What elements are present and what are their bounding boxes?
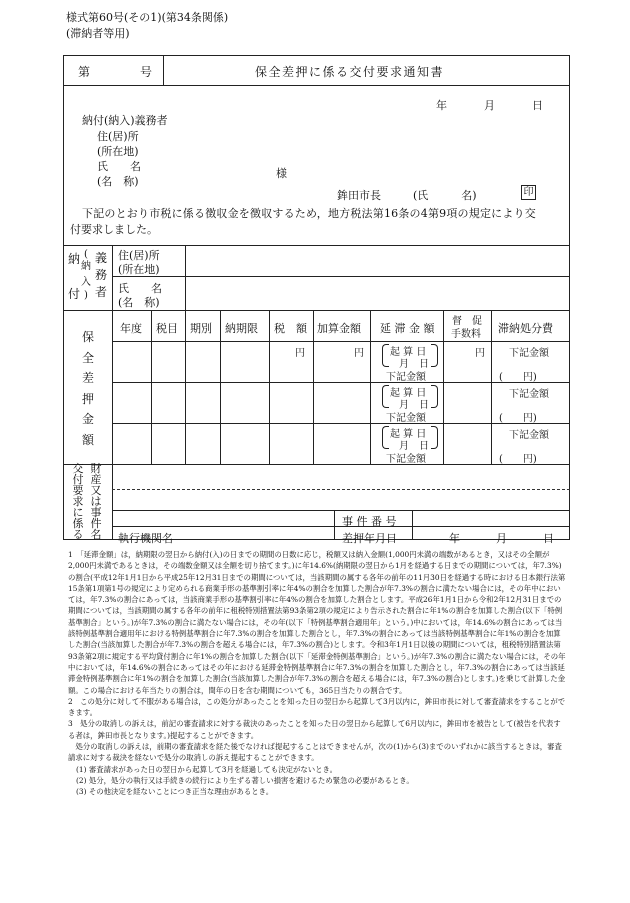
col-zeigaku: 税 額 bbox=[274, 322, 307, 335]
row1-kisan: 起 算 日 bbox=[390, 347, 427, 358]
row1-disp-kakko: ( 円) bbox=[499, 372, 537, 383]
obligor-v-paren-nyu: 入 bbox=[81, 277, 91, 288]
document-title: 保全差押に係る交付要求通知書 bbox=[255, 65, 445, 79]
form-number: 様式第60号(その1)(第34条関係) bbox=[66, 11, 229, 24]
row1-kaki: 下記金額 bbox=[386, 372, 426, 383]
name-note: (名 称) bbox=[97, 175, 139, 188]
row3-disp-kakko: ( 円) bbox=[499, 454, 537, 465]
obligor-v-paren-close: ) bbox=[84, 290, 88, 301]
col-noukigen: 納期限 bbox=[225, 322, 258, 335]
prop-v-fu: 付 bbox=[72, 473, 84, 486]
side-label-gaku: 額 bbox=[81, 432, 94, 447]
col-zeimoku: 税目 bbox=[156, 322, 178, 335]
prop-v2-mei: 名 bbox=[90, 528, 102, 541]
box-name-label: 氏 名 bbox=[118, 282, 162, 295]
note-3-3: (3) その他決定を経ないことにつき正当な理由があるとき。 bbox=[76, 787, 274, 797]
row2-kaki: 下記金額 bbox=[386, 413, 426, 424]
form-subtitle: (滞納者等用) bbox=[66, 27, 130, 40]
exec-org-label: 執行機関名 bbox=[118, 532, 173, 545]
obligor-v-fu: 付 bbox=[67, 287, 80, 301]
row1-tax-unit: 円 bbox=[295, 348, 305, 359]
obligor-v-paren-open: ( bbox=[84, 249, 88, 260]
seizure-year: 年 bbox=[449, 532, 460, 545]
row1-md: 月 日 bbox=[399, 359, 429, 370]
obligor-v-nou: 納 bbox=[67, 252, 80, 266]
prop-v-kaka: 係 bbox=[72, 517, 84, 530]
prop-v-ru: る bbox=[72, 528, 84, 541]
row3-kaki: 下記金額 bbox=[386, 454, 426, 465]
note-3-2: (2) 処分，処分の執行又は手続きの続行により生ずる著しい損害を避けるため緊急の必要があるとき。 bbox=[76, 775, 414, 785]
prop-v2-ji: 事 bbox=[90, 506, 102, 519]
row2-disp-kakko: ( 円) bbox=[499, 413, 537, 424]
prop-v-kyu: 求 bbox=[72, 495, 84, 508]
address-note: (所在地) bbox=[97, 145, 139, 158]
side-label-sa: 差 bbox=[81, 371, 94, 385]
row3-kisan: 起 算 日 bbox=[390, 429, 427, 440]
row1-disp-kaki: 下記金額 bbox=[509, 348, 549, 359]
seizure-day: 日 bbox=[543, 532, 554, 545]
col-nendo: 年度 bbox=[120, 322, 142, 335]
mayor-label: 鉾田市長 bbox=[337, 189, 381, 202]
address-label: 住(居)所 bbox=[97, 130, 139, 143]
body-line-2: 付要求しました。 bbox=[70, 223, 158, 236]
seal-mark: 印 bbox=[521, 185, 536, 200]
prop-v-ni: に bbox=[72, 506, 84, 519]
prop-v2-mata: 又 bbox=[90, 484, 102, 497]
sama-label: 様 bbox=[276, 167, 287, 180]
obligor-v-paren-nou: 納 bbox=[81, 261, 91, 272]
row2-md: 月 日 bbox=[399, 400, 429, 411]
number-dai: 第 bbox=[78, 65, 91, 79]
side-label-zen: 全 bbox=[81, 350, 94, 365]
prop-v2-ken: 件 bbox=[90, 517, 102, 530]
col-entaikin: 延 滞 金 額 bbox=[380, 322, 435, 335]
col-kibetsu: 期別 bbox=[190, 322, 212, 335]
prop-v2-ha: は bbox=[90, 495, 102, 508]
date-month: 月 bbox=[484, 99, 495, 112]
row2-kisan: 起 算 日 bbox=[390, 388, 427, 399]
obligor-v-gi: 義 bbox=[94, 251, 107, 265]
col-tesuryo: 手数料 bbox=[451, 329, 481, 340]
notes-section bbox=[68, 549, 566, 798]
body-line-1: 下記のとおり市税に係る徴収金を徴収するため，地方税法第16条の4第9項の規定により交 bbox=[82, 207, 536, 220]
note-2: 2 この処分に対して不服がある場合は，この処分があったことを知った日の翌日から起算して3月以内に，鉾田市長に対して審査請求をすることができます。 bbox=[68, 696, 566, 718]
row3-md: 月 日 bbox=[399, 441, 429, 452]
row1-fee-unit: 円 bbox=[475, 348, 485, 359]
row2-disp-kaki: 下記金額 bbox=[509, 389, 549, 400]
obligor-v-sha: 者 bbox=[94, 285, 107, 299]
name-label: 氏 名 bbox=[97, 160, 141, 173]
prop-v-kou: 交 bbox=[72, 462, 84, 475]
mayor-name: (氏 名) bbox=[413, 189, 477, 202]
seizure-month: 月 bbox=[496, 532, 507, 545]
row3-disp-kaki: 下記金額 bbox=[509, 430, 549, 441]
seizure-date-label: 差押年月日 bbox=[342, 532, 397, 545]
col-shobunhi: 滞納処分費 bbox=[498, 322, 553, 335]
prop-v2-zai: 財 bbox=[90, 462, 102, 475]
number-gou: 号 bbox=[140, 65, 153, 79]
note-1: 1 「延滞金額」は，納期限の翌日から納付(入)の日までの期間の日数に応じ，税額又は納入金額(1,000円未満の端数があるとき，又はその全額が2,000円未満であるときは，その端数金額又は全額を切り捨てます。)に年14.6%(納期限の翌日から1月を経過する日までの期間については，年7.3%)の割合(平成12年1月1日から平成25年12月31日までの期間については，当該期間の属する各年の前年の11月30日を経過する時における日本銀行法第15条第1項第1号の規定により定められる商業手形の基準割引率に年4%の割合を加算した割合が年7.3%の割合に満たない場合には，その年中においては，年7.3%の割合にあっては，当該商業手形の基準割引率に年4%の割合を加算した割合とします。平成26年1月1日から令和2年12月31日までの期間については，当該期間の属する各年の前年に租税特別措置法第93条第2項の規定により告示された割合に年1%の割合を加算した割合(以下「特例基準割合」という。)が年7.3%の割合に満たない場合には，その年(以下「特例基準割合適用年」という。)中においては，年14.6%の割合にあっては当該特例基準割合適用年における特例基準割合に年7.3%の割合を加算した割合とし，年7.3%の割合にあっては当該特例基準割合に年1%の割合を加算した割合(当該加算した割合が年7.3%の割合を超える場合には，年7.3%の割合)とします。令和3年1月1日以後の期間については，租税特別措置法第93条第2項に規定する平均貸付割合に年1%の割合を加算した割合(以下「延滞金特例基準割合」という。)が年7.3%の割合に満たない場合には，その年中においては，年14.6%の割合にあってはその年における延滞金特例基準割合に年7.3%の割合を加算した割合とし，年7.3%の割合にあっては当該延滞金特例基準割合に年1%の割合を加算した割合(当該加算した割合が年7.3%の割合を超える場合には，年7.3%の割合)とします。)を乗じて計算した金額。この場合における年当たりの割合は，閏年の日を含む期間についても，365日当たりの割合です。 bbox=[68, 550, 566, 695]
prop-v-you: 要 bbox=[72, 484, 84, 497]
note-3-1: (1) 審査請求があった日の翌日から起算して3月を経過しても決定がないとき。 bbox=[76, 764, 338, 774]
box-address-note: (所在地) bbox=[118, 263, 160, 276]
side-label-osae: 押 bbox=[81, 391, 94, 406]
obligor-v-mu: 務 bbox=[94, 268, 107, 282]
col-tokusoku: 督 促 bbox=[452, 316, 482, 327]
obligor-label: 納付(納入)義務者 bbox=[82, 114, 168, 127]
box-name-note: (名 称) bbox=[118, 296, 160, 309]
row1-add-unit: 円 bbox=[354, 348, 364, 359]
note-3-sub: 処分の取消しの訴えは，前期の審査請求を経た後でなければ提起することはできませんが，次の(1)から(3)までのいずれかに該当するときは，審査請求に対する裁決を経ないで処分の取消しの訴え提起することができます。 bbox=[68, 742, 562, 763]
date-year: 年 bbox=[436, 99, 447, 112]
prop-v2-san: 産 bbox=[90, 473, 102, 486]
col-kasankin: 加算金額 bbox=[317, 322, 361, 335]
date-day: 日 bbox=[532, 99, 543, 112]
box-address-label: 住(居)所 bbox=[118, 249, 160, 262]
side-label-kin: 金 bbox=[81, 412, 94, 426]
note-3: 3 処分の取消しの訴えは，前記の審査請求に対する裁決のあったことを知った日の翌日から起算して6月以内に，鉾田市を被告として(被告を代表する者は，鉾田市長となります。)提起することができます。 bbox=[68, 719, 561, 740]
side-label-ho: 保 bbox=[81, 330, 94, 344]
case-number-label: 事 件 番 号 bbox=[342, 515, 397, 528]
